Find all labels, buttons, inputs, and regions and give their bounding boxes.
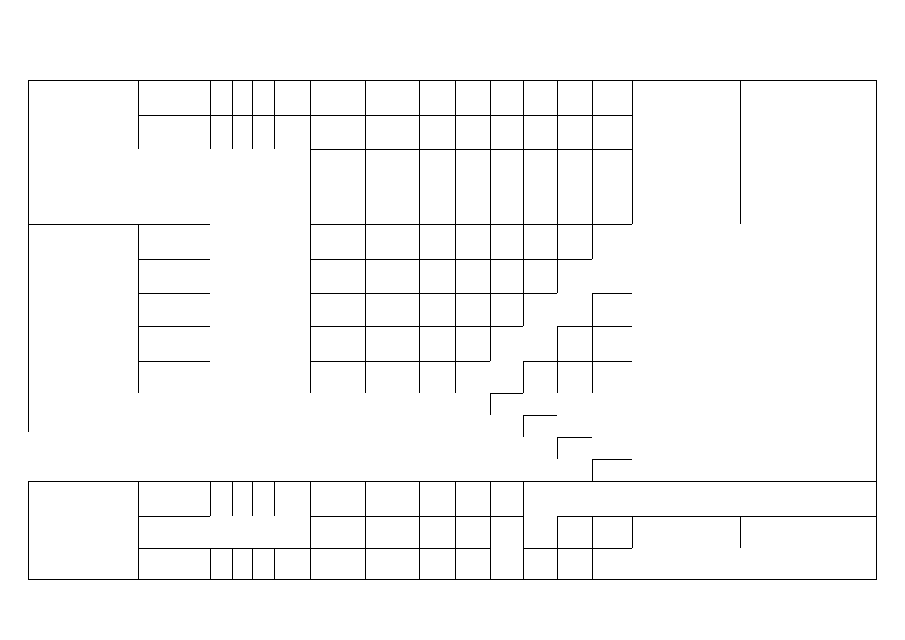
table-cell-y4: [490, 80, 523, 115]
table-cell-y1: [365, 481, 419, 516]
table-cell-b: [232, 115, 252, 149]
table-cell-total: [310, 326, 365, 361]
table-cell-src: [138, 548, 210, 580]
table-cell-c: [252, 115, 274, 149]
table-cell-y5: [523, 224, 557, 259]
table-cell-total: [310, 80, 365, 115]
table-cell-y3: [455, 293, 490, 326]
table-cell-total: [310, 115, 365, 149]
table-cell-y5: [523, 115, 557, 149]
table-cell-y7: [592, 293, 632, 326]
table-cell-y7: [592, 548, 632, 580]
table-cell-total: [310, 149, 365, 224]
table-cell-y3: [455, 115, 490, 149]
table-cell-c: [252, 80, 274, 115]
table-cell-y3: [455, 516, 490, 548]
table-cell-y7: [592, 459, 632, 481]
table-cell-y2: [419, 224, 455, 259]
table-cell-src: [138, 481, 210, 516]
table-cell-y1: [365, 259, 419, 293]
table-cell-total: [310, 259, 365, 293]
table-cell-goal: [28, 80, 138, 224]
table-cell-b: [232, 481, 252, 516]
table-cell-y7: [592, 224, 632, 259]
table-border-right: [876, 80, 877, 580]
table-cell-y3: [455, 259, 490, 293]
table-cell-y6: [557, 516, 592, 548]
table-cell-y2: [419, 361, 455, 393]
table-cell-y6: [557, 224, 592, 259]
table-cell-src: [138, 224, 210, 259]
table-cell-y6: [557, 80, 592, 115]
table-cell-y4: [490, 115, 523, 149]
table-cell-y2: [419, 293, 455, 326]
table-cell-y2: [419, 259, 455, 293]
table-cell-goal: [28, 224, 138, 432]
table-cell-d: [274, 115, 310, 149]
table-cell-d: [274, 481, 310, 516]
table-cell-src: [138, 259, 210, 293]
table-cell-y5: [523, 361, 557, 393]
table-cell-total: [310, 361, 365, 393]
table-cell-y3: [455, 548, 490, 580]
table-cell-y6: [557, 115, 592, 149]
table-cell-y5: [523, 548, 557, 580]
table-cell-src: [138, 326, 210, 361]
table-cell-src: [138, 361, 210, 393]
table-cell-y1: [365, 149, 419, 224]
table-cell-c: [252, 548, 274, 580]
table-cell-y1: [365, 293, 419, 326]
table-cell-y5: [523, 293, 557, 326]
table-cell-y3: [455, 80, 490, 115]
table-cell-a: [210, 481, 232, 516]
table-cell-src: [138, 293, 210, 326]
table-cell-y6: [557, 437, 592, 459]
table-cell-d: [274, 548, 310, 580]
table-cell-y7: [592, 326, 632, 361]
table-cell-y1: [365, 80, 419, 115]
table-cell-src: [138, 516, 210, 548]
table-cell-c: [252, 481, 274, 516]
table-cell-y7: [592, 516, 632, 548]
table-cell-a: [210, 548, 232, 580]
table-cell-y3: [455, 481, 490, 516]
table-cell-y6: [557, 326, 592, 361]
table-cell-y1: [365, 115, 419, 149]
table-cell-total: [310, 481, 365, 516]
table-cell-y3: [455, 361, 490, 393]
table-cell-y7: [592, 149, 632, 224]
table-cell-y4: [490, 516, 523, 548]
table-cell-y2: [419, 326, 455, 361]
table-cell-y4: [490, 293, 523, 326]
table-cell-y4: [490, 224, 523, 259]
table-cell-y2: [419, 481, 455, 516]
table-cell-y4: [490, 259, 523, 293]
table-cell-b: [232, 548, 252, 580]
table-cell-y1: [365, 516, 419, 548]
table-cell-total: [310, 548, 365, 580]
table-cell-y6: [557, 548, 592, 580]
table-cell-y7: [592, 80, 632, 115]
table-cell-src: [138, 80, 210, 115]
table-cell-y5: [523, 149, 557, 224]
table-cell-y4: [490, 149, 523, 224]
table-cell-y2: [419, 149, 455, 224]
table-cell-y1: [365, 548, 419, 580]
table-cell-y1: [365, 326, 419, 361]
table-cell-y1: [365, 361, 419, 393]
table-cell-d: [274, 80, 310, 115]
table-cell-result: [740, 516, 876, 548]
table-cell-y6: [557, 149, 592, 224]
table-cell-y2: [419, 516, 455, 548]
table-cell-y7: [592, 361, 632, 393]
table-cell-src: [138, 115, 210, 149]
table-cell-y4: [490, 393, 523, 415]
table-cell-y6: [557, 361, 592, 393]
table-cell-y5: [523, 415, 557, 437]
table-cell-y2: [419, 115, 455, 149]
table-border-bottom: [28, 579, 877, 580]
table-cell-result: [740, 80, 876, 224]
table-cell-y7: [592, 115, 632, 149]
table-cell-y3: [455, 149, 490, 224]
table-cell-total: [310, 224, 365, 259]
table-cell-a: [210, 115, 232, 149]
table-cell-y1: [365, 224, 419, 259]
table-cell-goal: [28, 481, 138, 516]
table-cell-y4: [490, 326, 523, 361]
table-cell-total: [310, 516, 365, 548]
table-cell-a: [210, 80, 232, 115]
table-cell-y5: [523, 80, 557, 115]
table-cell-y6: [557, 259, 592, 293]
table-cell-y2: [419, 548, 455, 580]
table-cell-y3: [455, 326, 490, 361]
table-cell-y5: [523, 259, 557, 293]
table-cell-exec: [632, 516, 740, 548]
table-cell-b: [232, 80, 252, 115]
table-cell-exec: [632, 80, 740, 224]
table-cell-y3: [455, 224, 490, 259]
table-cell-y2: [419, 80, 455, 115]
table-cell-total: [310, 293, 365, 326]
